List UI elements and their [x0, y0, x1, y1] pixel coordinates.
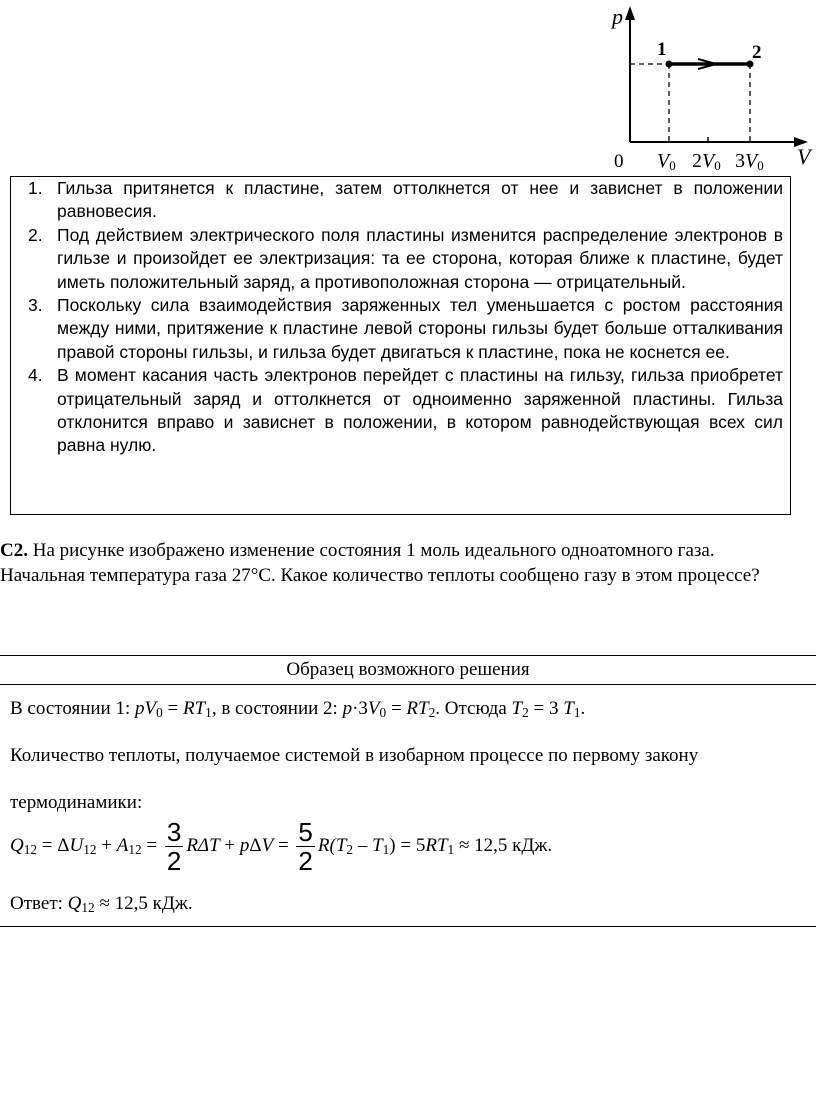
answer-box [10, 176, 791, 515]
list-item [11, 177, 790, 224]
list-text: Гильза притянется к пластине, затем оттолкнется от нее и зависнет в положении равновесия. [57, 178, 783, 222]
y-axis-arrow-icon [625, 6, 635, 20]
list-item [11, 364, 790, 458]
solution-title: Образец возможного решения [286, 659, 530, 680]
solution-line-2: Количество теплоты, получаемое системой в изобарном процессе по первому закону [10, 745, 699, 766]
solution-line-1: В состоянии 1: $pV_0 = RT_1$, в состоянии 2: $p\cdot 3V_0 = RT_2$. Отсюда $T_2 = 3$ $T_1$. [10, 698, 586, 720]
point-1 [666, 61, 673, 68]
fraction-3-2: $\frac{3}{2}$ [166, 817, 182, 876]
solution-formula: $Q_{12} = \Delta U_{12} + A_{12}$ = $\frac{3}{2}$ RΔT + pΔV = $\frac{5}{2}$ $R(T_2 - T_1) = 5RT_1 \approx 12,5$ кДж. [10, 817, 553, 876]
problem-c2 [0, 538, 800, 588]
solution-line-3: термодинамики: [10, 792, 143, 813]
fraction-5-2: $\frac{5}{2}$ [298, 817, 313, 876]
list-number: 2. [28, 224, 43, 245]
list-text: Под действием электрического поля пластины изменится распределение электронов в гильзе и произойдет ее электризация: та ее сторона, которая ближе к пластине, будет иметь положительный заряд, а противоположная сторона — отрицательный. [57, 224, 783, 292]
list-text: Поскольку сила взаимодействия заряженных тел уменьшается с ростом расстояния между ними, притяжение к пластине левой стороны гильзы будет больше отталкивания правой стороны гильзы, и гильза будет двигаться к пластине, пока не коснется ее. [57, 295, 783, 362]
point-2-label: 2 [752, 42, 762, 63]
list-number: 3. [28, 295, 43, 316]
divider-top [0, 655, 816, 656]
divider-bottom [0, 684, 816, 685]
list-text: В момент касания часть электронов перейдет с пластины на гильзу, гильза приобретет отрицательный заряд и оттолкнется от одноименно заряженной пластины. Гильза отклонится вправо и зависнет в положении, в котором равнодействующая всех сил равна нулю. [57, 365, 783, 456]
list-number: 1. [28, 178, 43, 198]
pv-graph [590, 0, 816, 180]
divider-end [0, 926, 816, 927]
origin-label: 0 [614, 151, 624, 172]
point-1-label: 1 [657, 39, 667, 60]
x-axis-label: V [797, 144, 811, 169]
list-number: 4. [28, 365, 43, 386]
problem-text: На рисунке изображено изменение состояния 1 моль идеального одноатомного газа. Начальная температура газа 27°С. Какое количество теплоты сообщено газу в этом процессе? [0, 540, 760, 586]
tick-label-3v0: 3V0 [735, 150, 764, 173]
list-item [11, 224, 790, 294]
list-item [11, 294, 790, 364]
solution-answer: Ответ: $Q_{12} \approx 12,5$ кДж. [10, 893, 193, 915]
tick-label-v0: V0 [657, 150, 676, 173]
tick-label-2v0: 2V0 [692, 150, 721, 173]
answer-list [11, 177, 790, 458]
problem-label: С2. [0, 540, 28, 561]
y-axis-label: p [612, 4, 623, 29]
